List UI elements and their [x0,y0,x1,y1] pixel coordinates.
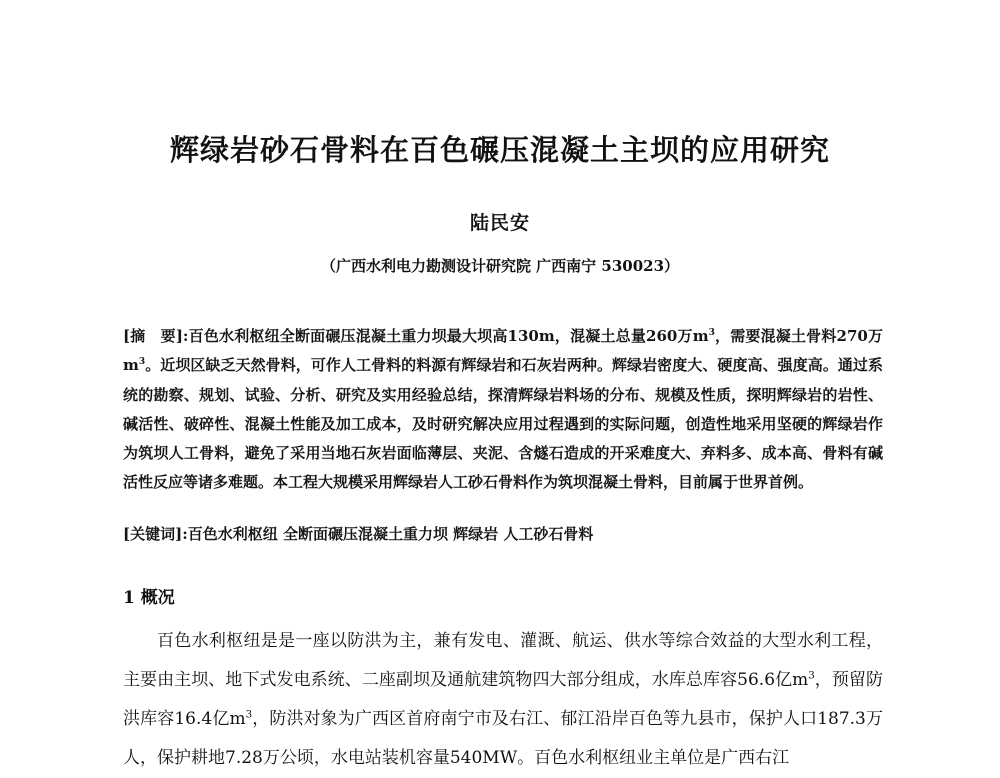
abstract-text-part3: 。近坝区缺乏天然骨料，可作人工骨料的料源有辉绿岩和石灰岩两种。辉绿岩密度大、硬度高、强度高。通过系统的勘察、规划、试验、分析、研究及实用经验总结，探清辉绿岩料场的分布、规模及性质，探明辉绿岩的岩性、碱活性、破碎性、混凝土性能及加工成本，及时研究解决应用过程遇到的实际问题，创造性地采用坚硬的辉绿岩作为筑坝人工骨料，避免了采用当地石灰岩面临薄层、夹泥、含燧石造成的开采难度大、弃料多、成本高、骨料有碱活性反应等诸多难题。本工程大规模采用辉绿岩人工砂石骨料作为筑坝混凝土骨料，目前属于世界首例。 [123,356,883,492]
author-name: 陆民安 [469,212,530,234]
abstract-text-part2: ，需要混凝土骨料270万m [123,327,884,375]
paper-title: 辉绿岩砂石骨料在百色碾压混凝土主坝的应用研究 [169,133,830,167]
abstract-text-part1: 百色水利枢纽全断面碾压混凝土重力坝最大坝高130m，混凝土总量260万m [188,327,709,345]
keywords [123,524,883,544]
keywords-text: 百色水利枢纽 全断面碾压混凝土重力坝 辉绿岩 人工砂石骨料 [187,525,594,543]
section-heading-overview: 1 概况 [123,588,175,608]
abstract-sup1: 3 [708,328,715,338]
paragraph [123,622,883,778]
keywords-label: [关键词]: [123,525,188,543]
author-affiliation: （广西水利电力勘测设计研究院 广西南宁 530023） [320,257,680,275]
body-text-part2: ，预留防洪库容16.4亿m [123,670,883,729]
abstract-label: [摘 要]: [123,327,189,345]
body-sup2: 3 [245,709,253,721]
abstract-sup2: 3 [138,357,146,368]
body-text-part1: 百色水利枢纽是是一座以防洪为主，兼有发电、灌溉、航运、供水等综合效益的大型水利工程，主要由主坝、地下式发电系统、二座副坝及通航建筑物四大部分组成，水库总库容56.6亿m [123,631,883,690]
body-sup1: 3 [808,670,815,682]
body-text-part3: ，防洪对象为广西区首府南宁市及右江、郁江沿岸百色等九县市，保护人口187.3万人，保护耕地7.28万公顷，水电站装机容量540MW。百色水利枢纽业主单位是广西右江 [123,709,883,768]
section-body-overview [123,622,883,778]
abstract [123,322,883,498]
